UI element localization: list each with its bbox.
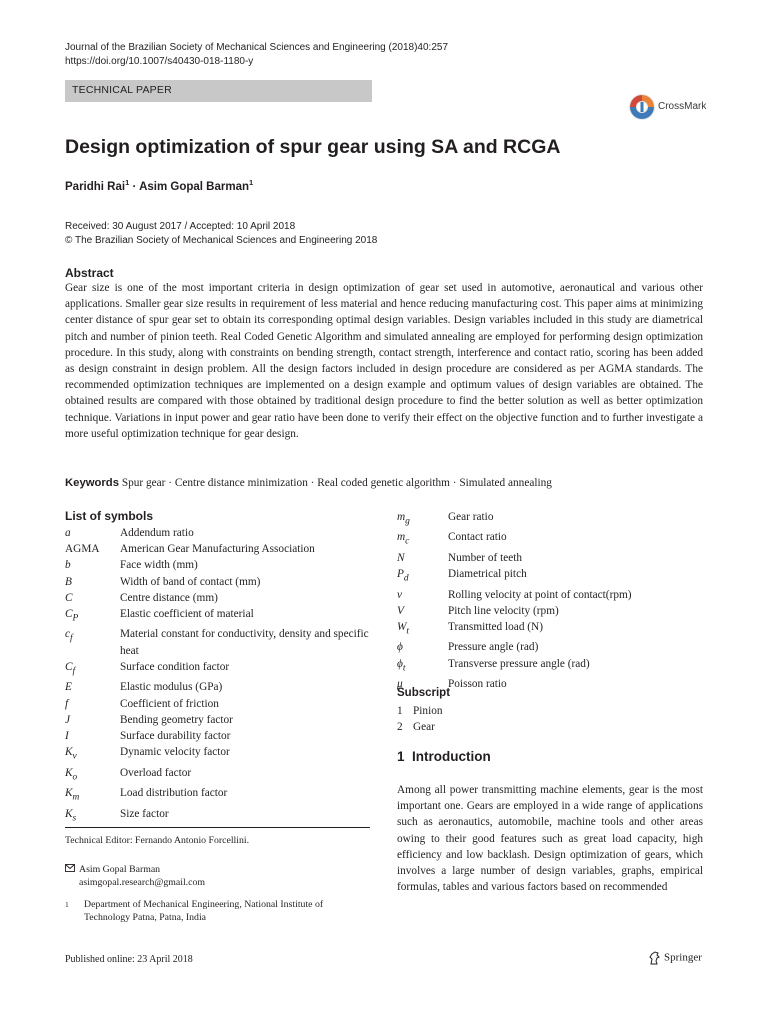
symbol: K <box>65 766 73 779</box>
symbol-description: Load distribution factor <box>120 787 228 800</box>
symbol: K <box>65 746 73 759</box>
symbol-row <box>65 541 375 557</box>
subscript-heading: Subscript <box>397 687 451 699</box>
journal-header <box>65 41 448 69</box>
symbol-row <box>397 566 718 586</box>
symbol-cell <box>65 765 120 785</box>
symbol: b <box>65 559 71 572</box>
symbol: v <box>397 588 403 601</box>
symbol-subscript: f <box>70 633 73 644</box>
crossmark-badge[interactable] <box>628 93 728 123</box>
keywords-text: Spur gear · Centre distance minimization · Real coded genetic algorithm · Simulated annealing <box>121 477 552 489</box>
symbol-row <box>65 525 375 541</box>
publication-dates <box>65 220 377 248</box>
symbol: N <box>397 551 405 564</box>
symbol-cell <box>65 626 120 658</box>
symbol: C <box>65 608 73 621</box>
introduction-body: Among all power transmitting machine elements, gear is the most important one. Gears are employed in a wide range of applications such as aeronautics, automobile, machine tools and other areas owing to their good features such as great load capacity, high efficiency and low backlash. Design optimization of gears, which involves a large number of design variables, graphs, empirical formulas, tables and various factors based on recommended <box>397 784 703 894</box>
symbol: W <box>397 620 407 633</box>
section-heading-introduction <box>397 749 491 764</box>
symbol: AGMA <box>65 543 100 556</box>
symbol: m <box>397 511 406 523</box>
journal-citation: Journal of the Brazilian Society of Mechanical Sciences and Engineering (2018)40:257 <box>65 42 449 53</box>
symbol-subscript: g <box>405 516 410 527</box>
symbol-row <box>397 587 718 603</box>
corresponding-email[interactable]: asimgopal.research@gmail.com <box>79 877 205 888</box>
symbol: K <box>65 807 73 820</box>
keywords-line <box>65 477 705 489</box>
section-number: 1 <box>397 749 405 764</box>
footnote-divider <box>65 827 370 828</box>
symbol-row <box>65 765 375 785</box>
symbol-row <box>397 529 718 549</box>
symbol-description: Pressure angle (rad) <box>448 641 539 654</box>
symbol-description: Gear ratio <box>448 511 494 523</box>
symbol-description: Material constant for conductivity, density and specific heat <box>120 628 369 657</box>
section-title: Introduction <box>412 749 491 764</box>
springer-logo <box>648 951 702 965</box>
affiliation-text: Department of Mechanical Engineering, National Institute of Technology Patna, Patna, India <box>84 899 324 923</box>
symbol: C <box>65 591 73 604</box>
author-separator: · <box>132 180 137 193</box>
symbol-row <box>65 557 375 573</box>
symbol-subscript: s <box>72 812 77 823</box>
symbol-subscript: v <box>72 751 77 762</box>
symbol-subscript: f <box>72 666 76 677</box>
symbol-subscript: c <box>405 536 410 547</box>
author-list <box>65 178 253 193</box>
symbol-description: Coefficient of friction <box>120 697 219 710</box>
symbol-row <box>397 550 718 566</box>
symbol: C <box>65 660 73 673</box>
symbol-cell <box>397 656 448 676</box>
publisher-name: Springer <box>664 951 702 964</box>
symbol-cell <box>397 619 448 639</box>
symbol-description: Elastic modulus (GPa) <box>120 681 223 694</box>
symbol-cell <box>65 806 120 826</box>
symbol-cell <box>65 659 120 679</box>
symbol-description: Dynamic velocity factor <box>120 746 230 759</box>
symbol: a <box>65 527 71 539</box>
corresponding-author <box>65 863 205 889</box>
symbol-row <box>65 728 375 744</box>
symbol-subscript: o <box>72 771 78 782</box>
symbol: J <box>65 713 71 726</box>
symbol: f <box>65 697 69 710</box>
subscript-row <box>397 719 443 735</box>
symbol-row <box>65 712 375 728</box>
symbol: c <box>65 628 71 641</box>
symbol-cell <box>397 529 448 549</box>
doi-link[interactable]: https://doi.org/10.1007/s40430-018-1180-y <box>65 56 254 67</box>
copyright-line: © The Brazilian Society of Mechanical Sciences and Engineering 2018 <box>65 235 378 246</box>
symbol-description: Addendum ratio <box>120 527 194 539</box>
author-name[interactable]: Asim Gopal Barman <box>139 180 249 193</box>
envelope-icon <box>65 863 79 876</box>
abstract-body: Gear size is one of the most important criteria in design optimization of gear set used in automotive, aeronautical and various other applications. Smaller gear size results in requirement of less material and hence reducing manufacturing cost. This paper aims at minimizing center distance of spur gear set to obtain its corresponding optimal design variables. Design variables included in this study are diametrical pitch and number of pinion teeth. Real Coded Genetic Algorithm and simulated annealing are employed for performing design optimization procedure. In this study, along with constraints on bending strength, contact strength, interference and contact ratio, scoring has been added as design constraint in design problem. All the design factors included in design procedure are considered as per AGMA standards. The recommended optimization techniques are implemented on a design example and optimum values of design variables are obtained. The obtained results are compared with those obtained by traditional design procedure to find the better solution as well as better optimization technique. Variations in input power and gear ratio have been done to verify their effect on the objective function and to further investigate a more useful optimization technique for gear design. <box>65 282 703 440</box>
symbol: ϕ <box>397 657 403 670</box>
subscript-table <box>397 703 443 735</box>
symbol-description: Transverse pressure angle (rad) <box>448 657 590 670</box>
symbol-row <box>65 574 375 590</box>
affiliation-marker: 1 <box>249 178 254 187</box>
symbol: ϕ <box>397 641 403 654</box>
symbol-row <box>65 590 375 606</box>
subscript-number: 1 <box>397 705 403 717</box>
symbol-row <box>65 744 375 764</box>
symbol-row <box>397 619 718 639</box>
symbol-row <box>65 696 375 712</box>
keywords-label: Keywords <box>65 477 119 489</box>
crossmark-label: CrossMark <box>658 101 707 112</box>
symbol-row <box>65 785 375 805</box>
paper-title: Design optimization of spur gear using SA and RCGA <box>65 136 561 158</box>
symbol-description: Diametrical pitch <box>448 568 527 581</box>
symbol-row <box>65 659 375 679</box>
article-type-label: TECHNICAL PAPER <box>72 84 172 96</box>
symbol-description: Poisson ratio <box>448 678 507 691</box>
springer-horse-icon <box>648 951 662 965</box>
symbol-row <box>65 806 375 826</box>
subscript-row <box>397 703 443 719</box>
symbol-subscript: d <box>403 573 409 584</box>
symbol-subscript: P <box>72 613 79 624</box>
symbol: B <box>65 575 72 588</box>
symbol: m <box>397 531 406 544</box>
symbol-description: Bending geometry factor <box>120 713 233 726</box>
symbol: E <box>65 681 72 694</box>
symbol-description: Face width (mm) <box>120 559 198 572</box>
symbol-description: Rolling velocity at point of contact(rpm) <box>448 588 632 601</box>
symbol-subscript: t <box>402 662 406 673</box>
symbol-description: Overload factor <box>120 766 192 779</box>
symbol-cell <box>65 785 120 805</box>
corresponding-name: Asim Gopal Barman <box>79 864 161 875</box>
symbol-row <box>397 509 718 529</box>
symbol-description: Surface condition factor <box>120 660 230 673</box>
symbol-description: Size factor <box>120 807 169 820</box>
article-type-banner <box>65 80 372 102</box>
symbol-row <box>65 679 375 695</box>
symbols-heading: List of symbols <box>65 509 154 523</box>
symbols-table-right <box>397 509 718 692</box>
symbol-row <box>397 656 718 676</box>
symbol-row <box>65 626 375 658</box>
symbol-row <box>397 639 718 655</box>
affiliation-number: 1 <box>65 900 69 909</box>
technical-editor-note: Technical Editor: Fernando Antonio Forcellini. <box>65 835 250 846</box>
symbol-description: Elastic coefficient of material <box>120 608 254 621</box>
symbol-description: Number of teeth <box>448 551 523 564</box>
symbol: I <box>65 729 69 742</box>
crossmark-icon <box>628 93 656 121</box>
symbol-description: American Gear Manufacturing Association <box>120 543 315 556</box>
symbol: P <box>397 568 404 581</box>
affiliation-marker: 1 <box>125 178 130 187</box>
symbol-description: Surface durability factor <box>120 729 231 742</box>
published-online: Published online: 23 April 2018 <box>65 954 193 965</box>
symbol-cell <box>65 744 120 764</box>
affiliation-footnote <box>65 898 370 924</box>
received-accepted-line: Received: 30 August 2017 / Accepted: 10 April 2018 <box>65 221 296 232</box>
symbol-subscript: t <box>406 626 410 637</box>
subscript-label: Gear <box>413 721 435 734</box>
symbol-cell <box>397 566 448 586</box>
symbol-row <box>65 606 375 626</box>
symbol-subscript: m <box>72 792 80 803</box>
symbol: V <box>397 604 404 617</box>
symbol-cell <box>397 509 448 529</box>
subscript-label: Pinion <box>413 705 443 717</box>
symbol-description: Contact ratio <box>448 531 507 544</box>
symbol: K <box>65 787 73 800</box>
symbol-description: Pitch line velocity (rpm) <box>448 604 559 617</box>
subscript-number: 2 <box>397 721 403 734</box>
abstract-heading: Abstract <box>65 266 114 280</box>
symbols-table-left <box>65 525 375 826</box>
symbol-description: Centre distance (mm) <box>120 591 218 604</box>
symbol-row <box>397 603 718 619</box>
symbol-description: Width of band of contact (mm) <box>120 575 261 588</box>
symbol-cell <box>65 606 120 626</box>
author-name[interactable]: Paridhi Rai <box>65 180 126 193</box>
symbol-description: Transmitted load (N) <box>448 620 543 633</box>
corresponding-name-line <box>65 863 205 876</box>
symbol: μ <box>397 678 403 691</box>
